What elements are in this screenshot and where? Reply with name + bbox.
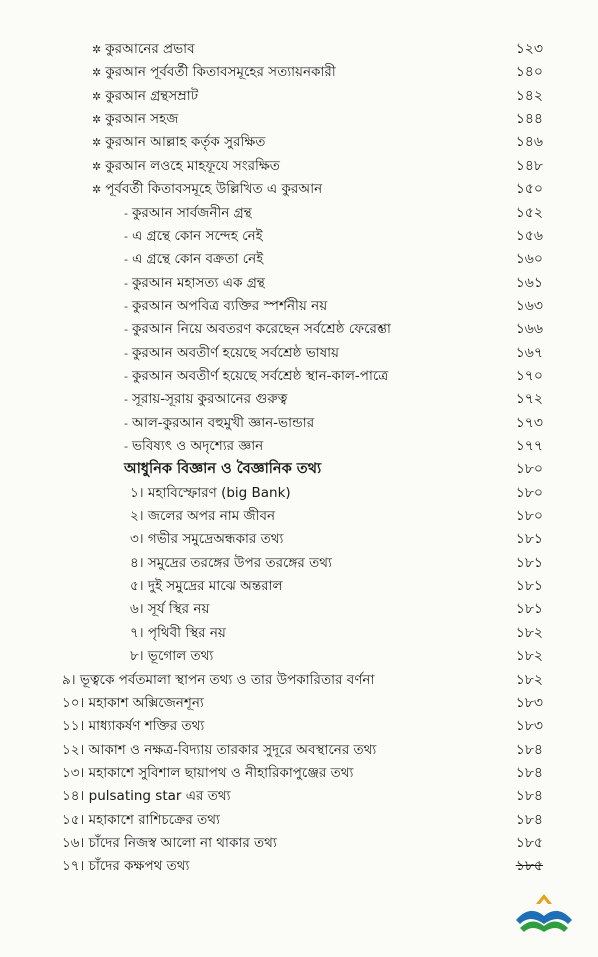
star-bullet-icon: ✲ <box>92 136 102 150</box>
toc-entry-title <box>130 575 283 598</box>
toc-entry-title <box>62 762 353 785</box>
star-bullet-icon: ✲ <box>92 159 102 173</box>
toc-entry-text: ৬। সূর্য স্থির নয় <box>130 601 210 618</box>
toc-row <box>0 739 598 762</box>
toc-entry-title <box>62 832 277 855</box>
dash-bullet-icon: - <box>124 369 128 383</box>
toc-entry-title <box>124 248 263 271</box>
toc-entry-title <box>130 622 226 645</box>
dash-bullet-icon: - <box>124 276 128 290</box>
toc-page-number: ১৭২ <box>515 391 543 408</box>
toc-entry-text: ১২। আকাশ ও নক্ষত্র-বিদ্যায় তারকার সুদূরে অবস্থানের তথ্য <box>62 741 377 758</box>
toc-page-number: ১৪৪ <box>515 111 543 128</box>
toc-entry-text: কুরআন অপবিত্র ব্যক্তির স্পর্শনীয় নয় <box>131 297 328 314</box>
toc-entry-title <box>124 388 287 411</box>
toc-page-number: ১৮৩ <box>515 694 543 711</box>
toc-entry-title <box>130 528 283 551</box>
toc-row <box>0 178 598 201</box>
dash-bullet-icon: - <box>124 346 128 360</box>
toc-page-number: ১৮৩ <box>515 718 543 735</box>
toc-row <box>0 692 598 715</box>
toc-row <box>0 528 598 551</box>
toc-row <box>0 365 598 388</box>
toc-entry-title <box>92 178 322 201</box>
toc-page-number: ১৬৬ <box>515 321 543 338</box>
toc-page-number: ১৪০ <box>515 64 543 81</box>
toc-entry-text: সূরায়-সূরায় কুরআনের গুরুত্ব <box>131 391 288 408</box>
toc-page-number: ১৮৪ <box>515 788 543 805</box>
toc-row <box>0 505 598 528</box>
dash-bullet-icon: - <box>124 393 128 407</box>
toc-row <box>0 669 598 692</box>
toc-entry-title <box>62 785 231 808</box>
toc-row <box>0 108 598 131</box>
toc-row <box>0 645 598 668</box>
toc-page-number: ১৮১ <box>515 578 543 595</box>
toc-entry-text: ১১। মাধ্যাকর্ষণ শক্তির তথ্য <box>62 718 205 735</box>
star-bullet-icon: ✲ <box>92 66 102 80</box>
toc-entry-text: কুরআন পূর্ববর্তী কিতাবসমূহের সত্যায়নকারী <box>105 64 336 81</box>
toc-entry-title <box>124 272 265 295</box>
toc-entry-text: ৮। ভূগোল তথ্য <box>130 648 214 665</box>
toc-page-number: ১৬১ <box>515 274 543 291</box>
toc-entry-text: কুরআন গ্রন্থসম্রাট <box>105 87 199 104</box>
toc-entry-text: ১৭। চাঁদের কক্ষপথ তথ্য <box>62 858 190 875</box>
toc-page-number: ১৫৬ <box>515 227 543 244</box>
toc-entry-title <box>62 855 189 878</box>
toc-row <box>0 575 598 598</box>
star-bullet-icon: ✲ <box>92 89 102 103</box>
toc-page-number: ১৪৮ <box>515 157 543 174</box>
toc-row <box>0 762 598 785</box>
toc-entry-title <box>62 809 220 832</box>
toc-entry-title <box>92 85 198 108</box>
toc-page-number: ১৪৬ <box>515 134 543 151</box>
toc-row <box>0 38 598 61</box>
toc-row <box>0 482 598 505</box>
toc-entry-title <box>130 505 275 528</box>
toc-page-number: ১৬৩ <box>515 297 543 314</box>
toc-page-number: ১৮২ <box>515 648 543 665</box>
toc-entry-text: ১০। মহাকাশ অক্সিজেনশূন্য <box>62 694 204 711</box>
toc-page-number: ১৮৫ <box>515 834 543 851</box>
toc-page-number: ১৮৫ <box>515 858 543 875</box>
toc-entry-title <box>130 552 332 575</box>
toc-page-number: ১৬৭ <box>515 344 543 361</box>
toc-page-number: ১৮১ <box>515 531 543 548</box>
toc-entry-text: এ গ্রন্থে কোন বক্রতা নেই <box>131 251 264 268</box>
toc-entry-title <box>124 318 391 341</box>
toc-page-number: ১৮৪ <box>515 811 543 828</box>
star-bullet-icon: ✲ <box>92 43 102 56</box>
toc-entry-text: ৪। সমুদ্রের তরঙ্গের উপর তরঙ্গের তথ্য <box>130 554 332 571</box>
toc-page-number: ১২৩ <box>515 41 543 57</box>
toc-entry-title <box>62 669 374 692</box>
dash-bullet-icon: - <box>124 229 128 243</box>
toc-entry-text: আল-কুরআন বহুমুখী জ্ঞান-ভান্ডার <box>131 414 315 431</box>
toc-row <box>0 715 598 738</box>
toc-page-number: ১৬০ <box>515 251 543 268</box>
toc-page-number: ১৪২ <box>515 87 543 104</box>
toc-row <box>0 785 598 808</box>
toc-entry-title <box>130 482 291 505</box>
toc-entry-text: ভবিষ্যৎ ও অদৃশ্যের জ্ঞান <box>131 438 264 454</box>
toc-entry-title <box>124 365 388 388</box>
toc-entry-title <box>62 692 204 715</box>
toc-row <box>0 598 598 621</box>
toc-entry-text: ৩। গভীর সমুদ্রেঅন্ধকার তথ্য <box>130 531 284 548</box>
toc-page-number: ১৫২ <box>515 204 543 221</box>
toc-entry-text: ১। মহাবিস্ফোরণ (big Bank) <box>130 484 291 501</box>
star-bullet-icon: ✲ <box>92 113 102 127</box>
toc-row <box>0 552 598 575</box>
toc-entry-text: ৫। দুই সমুদ্রের মাঝে অন্তরাল <box>130 578 283 595</box>
dash-bullet-icon: - <box>124 253 128 267</box>
toc-row <box>0 412 598 435</box>
publisher-logo-icon <box>512 890 576 934</box>
toc-row <box>0 855 598 878</box>
toc-page-number: ১৮১ <box>515 554 543 571</box>
toc-entry-title <box>124 202 252 225</box>
toc-entry-title <box>62 715 204 738</box>
toc-entry-text: পূর্ববর্তী কিতাবসমূহে উল্লিখিত এ কুরআন <box>105 181 323 198</box>
toc-entry-title <box>92 61 336 84</box>
toc-entry-title <box>92 38 195 61</box>
toc-row <box>0 202 598 225</box>
toc-page-number: ১৭০ <box>515 367 543 384</box>
toc-entry-text: কুরআনের প্রভাব <box>105 41 195 57</box>
toc-entry-text: ১৩। মহাকাশে সুবিশাল ছায়াপথ ও নীহারিকাপুঞ্জের তথ্য <box>62 764 354 781</box>
toc-entry-title <box>92 131 265 154</box>
toc-entry-text: কুরআন সহজ <box>105 111 179 128</box>
toc-row <box>0 435 598 458</box>
toc-entry-text: কুরআন আল্লাহ কর্তৃক সুরক্ষিত <box>105 134 266 151</box>
toc-entry-title <box>130 598 209 621</box>
toc-page-number: ১৮০ <box>515 461 543 478</box>
toc-entry-text: কুরআন মহাসত্য এক গ্রন্থ <box>131 274 265 291</box>
toc-page-number: ১৮০ <box>515 484 543 501</box>
toc-row <box>0 61 598 84</box>
toc-row <box>0 388 598 411</box>
toc-page-number: ১৮৪ <box>515 741 543 758</box>
toc-entry-title <box>92 108 178 131</box>
toc-entry-title <box>124 342 339 365</box>
toc-row <box>0 622 598 645</box>
toc-page-number: ১৮১ <box>515 601 543 618</box>
toc-row <box>0 155 598 178</box>
toc-row <box>0 832 598 855</box>
toc-row <box>0 295 598 318</box>
toc-entry-title <box>62 739 376 762</box>
toc-entry-title <box>92 155 280 178</box>
toc-entry-text: এ গ্রন্থে কোন সন্দেহ নেই <box>131 227 263 244</box>
star-bullet-icon: ✲ <box>92 183 102 197</box>
toc-page-number: ১৫০ <box>515 181 543 198</box>
dash-bullet-icon: - <box>124 323 128 337</box>
toc-entry-text: ১৫। মহাকাশে রাশিচক্রের তথ্য <box>62 811 220 828</box>
toc-entry-text: কুরআন নিয়ে অবতরণ করেছেন সর্বশ্রেষ্ঠ ফেরেশ্তা <box>131 321 391 338</box>
toc-entry-title <box>124 412 314 435</box>
dash-bullet-icon: - <box>124 206 128 220</box>
toc-entry-text: আধুনিক বিজ্ঞান ও বৈজ্ঞানিক তথ্য <box>124 461 322 478</box>
toc-row <box>0 342 598 365</box>
toc-entry-text: ২। জলের অপর নাম জীবন <box>130 508 276 524</box>
toc-row <box>0 272 598 295</box>
toc-entry-title <box>130 645 213 668</box>
toc-page-number: ১৮২ <box>515 624 543 641</box>
dash-bullet-icon: - <box>124 299 128 313</box>
dash-bullet-icon: - <box>124 416 128 430</box>
toc-page-number: ১৭৭ <box>515 438 543 454</box>
toc-entry-text: কুরআন লওহে মাহফূযে সংরক্ষিত <box>105 157 280 174</box>
toc-entry-text: ৯। ভূত্বকে পর্বতমালা স্থাপন তথ্য ও তার উপকারিতার বর্ণনা <box>62 671 375 688</box>
toc-entry-title <box>124 225 263 248</box>
toc-entry-text: ১৪। pulsating star এর তথ্য <box>62 788 231 805</box>
dash-bullet-icon: - <box>124 440 128 453</box>
toc-row <box>0 809 598 832</box>
toc-page-number: ১৮২ <box>515 671 543 688</box>
toc-entry-title <box>124 435 263 458</box>
section-heading <box>124 458 321 481</box>
toc-row <box>0 248 598 271</box>
toc-entry-title <box>124 295 327 318</box>
toc-row <box>0 85 598 108</box>
toc-entry-text: ১৬। চাঁদের নিজস্ব আলো না থাকার তথ্য <box>62 834 277 851</box>
toc-row <box>0 131 598 154</box>
toc-entry-text: কুরআন অবতীর্ণ হয়েছে সর্বশ্রেষ্ঠ ভাষায় <box>131 344 340 361</box>
toc-entry-text: ৭। পৃথিবী স্থির নয় <box>130 624 226 641</box>
toc-row <box>0 225 598 248</box>
toc-page-number: ১৮০ <box>515 508 543 524</box>
toc-page-number: ১৭৩ <box>515 414 543 431</box>
toc-row <box>0 318 598 341</box>
toc-entry-text: কুরআন সার্বজনীন গ্রন্থ <box>131 204 252 221</box>
toc-entry-text: কুরআন অবতীর্ণ হয়েছে সর্বশ্রেষ্ঠ স্থান-কাল-পাত্রে <box>131 367 389 384</box>
toc-row <box>0 458 598 481</box>
toc-page-number: ১৮৪ <box>515 764 543 781</box>
